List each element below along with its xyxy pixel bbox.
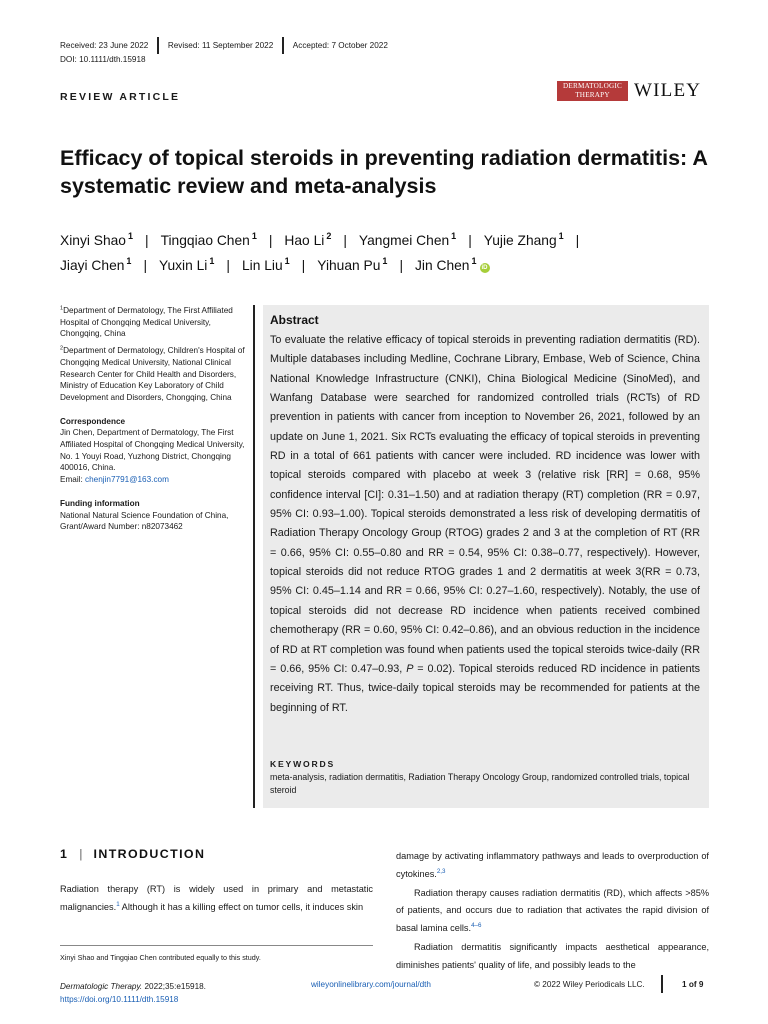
citation-link[interactable]: 1 [116, 900, 120, 908]
paragraph: damage by activating inflammatory pathways and leads to overproduction of cytokines.$^{2,3}$ [396, 851, 709, 879]
revised-date: Revised: 11 September 2022 [167, 40, 274, 50]
author-separator: | [301, 258, 306, 273]
copyright: © 2022 Wiley Periodicals LLC. [534, 980, 645, 989]
abstract-heading: Abstract [270, 313, 319, 327]
article-type: REVIEW ARTICLE [60, 91, 181, 103]
citation-link[interactable]: 2,3 [436, 867, 446, 875]
abstract-text: To evaluate the relative efficacy of topical steroids in preventing radiation dermatitis (RD). Multiple databases including Medline, Cochrane Library, Embase, Web of Science, China National Knowledge Infrastructure (CNKI), China Biological Medicine (SinoMed), and Wanfang Database were searched for randomized controlled trials (RCTs) of RD prevention in patients with cancer from inception to November 26, 2021, followed by an update on June 1, 2021. Six RCTs evaluating the efficacy of topical steroids in preventing RD in a total of 661 patients with cancer were included. RD incidence was lower with topical steroids compared with placebo at week 3 (relative risk [RR] = 0.68, 95% confidence interval [CI]: 0.31–1.50) and at radiation therapy (RT) completion (RR = 0.97, 95% CI: 0.93–1.00). Topical steroids demonstrated a less risk of developing dermatitis of Radiation Therapy Oncology Group (RTOG) grades 2 and 3 at the completion of RT (RR = 0.66, 95% CI: 0.55–0.80 and RR = 0.54, 95% CI: 0.38–0.77, respectively). However, topical steroids did not reduce RTOG grades 1 and 2 dermatitis at week 3(RR = 0.73, 95% CI: 0.45–1.14 and RR = 0.66, 95% CI: 0.27–1.60, respectively). Notably, the use of topical steroids did not decrease RD incidence when patients received combined chemotherapy (RR = 0.60, 95% CI: 0.42–0.86), and an obvious reduction in the incidence of RD at RT completion was found when patients used the topical steroids twice-daily (RR = 0.66, 95% CI: 0.47–0.93, P = 0.02). Topical steroids reduced RD incidence in patients receiving RT. Thus, twice-daily topical steroids may be recommended for patients at the beginning of RT. [270, 334, 700, 714]
correspondence-heading: Correspondence [60, 416, 126, 426]
doi: DOI: 10.1111/dth.15918 [60, 55, 146, 64]
author[interactable]: Yujie Zhang $^1$ [483, 231, 564, 248]
author[interactable]: Jin Chen $^1$iD [415, 256, 488, 273]
accepted-date: Accepted: 7 October 2022 [292, 40, 388, 50]
divider [661, 975, 663, 993]
funding-heading: Funding information [60, 498, 140, 508]
affiliation: $^1$Department of Dermatology, The First Affiliated Hospital of Chongqing Medical University, Chongqing, China [60, 305, 233, 339]
author[interactable]: Lin Liu $^1$ [241, 256, 290, 273]
author[interactable]: Yuxin Li $^1$ [159, 256, 215, 273]
author-separator: | [575, 233, 580, 248]
footnote-divider [60, 945, 373, 946]
funding-text: National Natural Science Foundation of China, Grant/Award Number: n82073462 [60, 510, 229, 532]
doi-link[interactable]: https://doi.org/10.1111/dth.15918 [60, 995, 179, 1004]
intro-right-column [396, 848, 709, 976]
author-separator: | [268, 233, 273, 248]
author-separator: | [143, 258, 148, 273]
abstract-rule [253, 305, 255, 808]
article-title: Efficacy of topical steroids in preventing radiation dermatitis: A systematic review and meta-analysis [60, 146, 708, 198]
author-separator: | [399, 258, 404, 273]
article-history [60, 38, 397, 52]
paragraph: Radiation therapy causes radiation dermatitis (RD), which affects >85% of patients, and occurs due to radiation that activates the rapid division of basal lamina cells.$^{4-6}$ [396, 887, 709, 934]
journal-site-link[interactable]: wileyonlinelibrary.com/journal/dth [311, 980, 431, 989]
keywords-heading: KEYWORDS [270, 759, 336, 769]
footnote: Xinyi Shao and Tingqiao Chen contributed equally to this study. [60, 953, 261, 962]
author[interactable]: Hao Li $^2$ [284, 231, 332, 248]
author-separator: | [144, 233, 149, 248]
section-heading: 1 | INTRODUCTION [60, 847, 206, 861]
affiliation: $^2$Department of Dermatology, Children's Hospital of Chongqing Medical University, National Clinical Research Center for Child Health and Disorders, Ministry of Education Key Laboratory of Child Development and Disorders, Chongqing, China [60, 345, 245, 402]
author[interactable]: Yihuan Pu $^1$ [317, 256, 388, 273]
publisher-logo: WILEY [634, 80, 702, 101]
keywords-list: meta-analysis, radiation dermatitis, Radiation Therapy Oncology Group, randomized controlled trials, topical steroid [270, 772, 690, 795]
author[interactable]: Yangmei Chen $^1$ [358, 231, 457, 248]
journal-logo: DERMATOLOGIC THERAPY [557, 81, 628, 101]
author-separator: | [468, 233, 472, 248]
footer-citation: Dermatologic Therapy. 2022;35:e15918. https://doi.org/10.1111/dth.15918 [60, 982, 206, 1004]
intro-left-column: Radiation therapy (RT) is widely used in primary and metastatic malignancies.$^1$ Although it has a killing effect on tumor cells, it induces skin [60, 884, 373, 912]
received-date: Received: 23 June 2022 [60, 40, 149, 50]
correspondence-text: Jin Chen, Department of Dermatology, The First Affiliated Hospital of Chongqing Medical University, No. 1 Youyi Road, Yuzhong District, Chongqing 400016, China. Email: chenjin7791@163.com [60, 428, 245, 485]
author-separator: | [343, 233, 347, 248]
author[interactable]: Xinyi Shao $^1$ [60, 231, 133, 248]
author-separator: | [226, 258, 230, 273]
author[interactable]: Jiayi Chen $^1$ [60, 256, 132, 273]
citation-link[interactable]: 4–6 [471, 922, 482, 930]
article-info-sidebar [60, 305, 245, 533]
email-link[interactable]: chenjin7791@163.com [85, 475, 169, 485]
author-list [60, 228, 720, 278]
paragraph: Radiation dermatitis significantly impacts aesthetical appearance, diminishes patients' quality of life, and possibly leads to the [396, 941, 709, 970]
orcid-icon[interactable]: iD [481, 265, 488, 271]
author[interactable]: Tingqiao Chen $^1$ [160, 231, 257, 248]
page-number: 1 of 9 [682, 980, 704, 989]
